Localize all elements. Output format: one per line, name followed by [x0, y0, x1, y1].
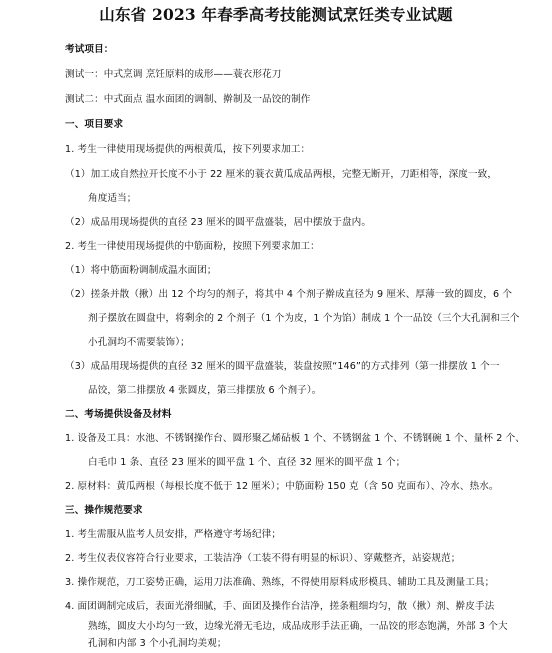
- requirement-2: 2. 考生一律使用现场提供的中筋面粉，按照下列要求加工：: [65, 241, 320, 252]
- requirement-1-1: （1）加工成自然拉开长度不小于 22 厘米的蓑衣黄瓜成品两根，完整无断开，刀距相等，深度一致，: [65, 169, 498, 180]
- operation-rule-3: 3. 操作规范，刀工姿势正确，运用刀法准确、熟练，不得使用原料成形模具、辅助工具及测量工具；: [65, 577, 495, 588]
- equipment-item-1-continued: 白毛巾 1 条、直径 23 厘米的圆平盘 1 个、直径 32 厘米的圆平盘 1 个；: [88, 457, 406, 468]
- operation-rule-4: 4. 面团调制完成后，表面光滑细腻，手、面团及操作台洁净，搓条粗细均匀，散（揪）剂、擀皮手法: [65, 601, 495, 612]
- equipment-item-2: 2. 原材料：黄瓜两根（每根长度不低于 12 厘米）；中筋面粉 150 克（含 50 克面布）、冷水、热水。: [65, 481, 499, 492]
- requirement-1: 1. 考生一律使用现场提供的两根黄瓜，按下列要求加工：: [65, 144, 311, 155]
- test-one-line: 测试一：中式烹调 烹饪原料的成形——蓑衣形花刀: [65, 69, 282, 80]
- document-title: 山东省 2023 年春季高考技能测试烹饪类专业试题: [99, 5, 453, 24]
- operation-rule-4-continued-1: 熟练，圆皮大小均匀一致，边缘光滑无毛边，成品成形手法正确，一品饺的形态饱满，外部 3 个大: [88, 621, 508, 632]
- exam-items-heading: 考试项目：: [65, 44, 114, 55]
- operation-rule-2: 2. 考生仪表仪容符合行业要求，工装洁净（工装不得有明显的标识）、穿戴整齐，站姿规范；: [65, 553, 461, 564]
- requirement-2-1: （1）将中筋面粉调制成温水面团；: [65, 265, 217, 276]
- section-three-heading: 三、操作规范要求: [65, 505, 143, 516]
- section-one-heading: 一、项目要求: [65, 119, 124, 130]
- operation-rule-4-continued-2: 孔洞和内部 3 个小孔洞均美观；: [88, 638, 227, 649]
- requirement-2-3: （3）成品用现场提供的直径 32 厘米的圆平盘盛装，装盘按照“146”的方式排列（第一排摆放 1 个一: [65, 361, 500, 372]
- section-two-heading: 二、考场提供设备及材料: [65, 409, 172, 420]
- requirement-1-1-continued: 角度适当；: [88, 193, 137, 204]
- operation-rule-1: 1. 考生需服从监考人员安排，严格遵守考场纪律；: [65, 529, 282, 540]
- equipment-item-1: 1. 设备及工具：水池、不锈钢操作台、圆形聚乙烯砧板 1 个、不锈钢盆 1 个、不锈钢碗 1 个、量杯 2 个、: [65, 433, 525, 444]
- requirement-2-2-continued-2: 小孔洞均不需要装饰）；: [88, 337, 190, 348]
- requirement-1-2: （2）成品用现场提供的直径 23 厘米的圆平盘盛装，居中摆放于盘内。: [65, 217, 372, 228]
- requirement-2-2-continued-1: 剂子摆放在圆盘中，将剩余的 2 个剂子（1 个为皮，1 个为馅）制成 1 个一品饺（三个大孔洞和三个: [88, 313, 520, 324]
- requirement-2-2: （2）搓条并散（揪）出 12 个均匀的剂子，将其中 4 个剂子擀成直径为 9 厘米、厚薄一致的圆皮，6 个: [65, 289, 513, 300]
- test-two-line: 测试二：中式面点 温水面团的调制、擀制及一品饺的制作: [65, 94, 311, 105]
- requirement-2-3-continued: 品饺，第二排摆放 4 张圆皮，第三排摆放 6 个剂子）。: [88, 385, 322, 396]
